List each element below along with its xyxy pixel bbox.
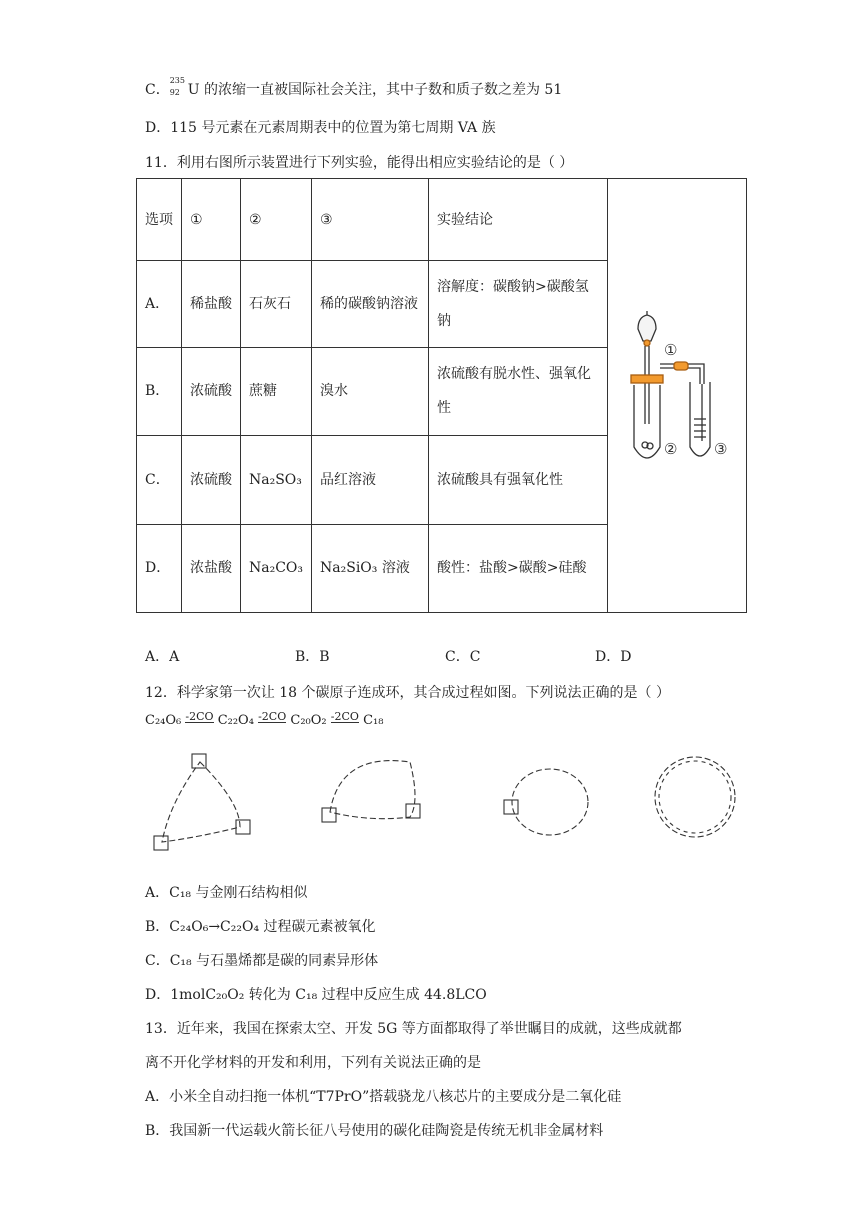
header-cell: ①: [182, 179, 241, 261]
q12-option-b: B．C₂₄O₆→C₂₂O₄ 过程碳元素被氧化: [145, 919, 376, 935]
table-cell: Na₂SO₃: [241, 436, 312, 524]
q11-stem: 11．利用右图所示装置进行下列实验，能得出相应实验结论的是（ ）: [145, 155, 574, 171]
answer-option-a: A．A: [145, 649, 180, 665]
apparatus-label-3: ③: [714, 440, 728, 458]
header-cell: 选项: [137, 179, 182, 261]
answer-option-d: D．D: [595, 649, 632, 665]
table-cell: 浓盐酸: [182, 524, 241, 612]
answer-option-b: B．B: [295, 649, 330, 665]
table-cell: 品红溶液: [312, 436, 429, 524]
q13-stem-line2: 离不开化学材料的开发和利用，下列有关说法正确的是: [145, 1055, 481, 1071]
arrow-label: -2CO: [330, 710, 359, 723]
header-cell: 实验结论: [429, 179, 608, 261]
answer-option-c: C．C: [445, 649, 481, 665]
table-cell: 溶解度：碳酸钠>碳酸氢钠: [429, 261, 608, 347]
table-cell: A．: [137, 261, 182, 347]
q13-stem-line1: 13．近年来，我国在探索太空、开发 5G 等方面都取得了举世瞩目的成就，这些成就都: [145, 1021, 682, 1037]
table-cell: C．: [137, 436, 182, 524]
table-cell: 稀盐酸: [182, 261, 241, 347]
arrow-label: -2CO: [185, 710, 214, 723]
table-cell: B．: [137, 347, 182, 435]
q12-option-c: C．C₁₈ 与石墨烯都是碳的同素异形体: [145, 953, 379, 969]
arrow-label: -2CO: [258, 710, 287, 723]
q11-table: [136, 178, 747, 613]
table-cell: Na₂SiO₃ 溶液: [312, 524, 429, 612]
apparatus-cell: [608, 179, 747, 613]
species: C₂₄O₆: [145, 713, 182, 728]
carbon-ring-diagrams: [140, 742, 760, 862]
table-cell: 石灰石: [241, 261, 312, 347]
q12-option-d: D．1molC₂₀O₂ 转化为 C₁₈ 过程中反应生成 44.8LCO: [145, 987, 487, 1003]
apparatus-diagram: [616, 179, 738, 599]
uranium-nuclide: 235 92: [169, 76, 185, 97]
species: C₂₂O₄: [217, 713, 254, 728]
header-cell: ③: [312, 179, 429, 261]
q10-option-c: C． 235 92 U 的浓缩一直被国际社会关注，其中子数和质子数之差为 51: [145, 76, 563, 98]
q12-option-a: A．C₁₈ 与金刚石结构相似: [145, 885, 308, 901]
table-cell: 浓硫酸有脱水性、强氧化性: [429, 347, 608, 435]
q13-option-a: A．小米全自动扫拖一体机“T7PrO”搭载骁龙八核芯片的主要成分是二氧化硅: [145, 1089, 622, 1105]
header-cell: ②: [241, 179, 312, 261]
apparatus-label-2: ②: [664, 440, 678, 458]
q10-option-d: D．115 号元素在元素周期表中的位置为第七周期 VA 族: [145, 120, 496, 136]
table-cell: 稀的碳酸钠溶液: [312, 261, 429, 347]
table-cell: 浓硫酸具有强氧化性: [429, 436, 608, 524]
apparatus-label-1: ①: [664, 341, 678, 359]
reaction-scheme: [145, 710, 384, 728]
table-cell: Na₂CO₃: [241, 524, 312, 612]
table-cell: 浓硫酸: [182, 347, 241, 435]
species: C₁₈: [363, 713, 384, 728]
table-cell: 浓硫酸: [182, 436, 241, 524]
table-cell: D．: [137, 524, 182, 612]
table-header-row: [137, 179, 747, 261]
q12-stem: 12．科学家第一次让 18 个碳原子连成环，其合成过程如图。下列说法正确的是（ ）: [145, 685, 670, 701]
table-cell: 酸性：盐酸>碳酸>硅酸: [429, 524, 608, 612]
table-cell: 溴水: [312, 347, 429, 435]
species: C₂₀O₂: [290, 713, 327, 728]
q13-option-b: B．我国新一代运载火箭长征八号使用的碳化硅陶瓷是传统无机非金属材料: [145, 1123, 604, 1139]
table-cell: 蔗糖: [241, 347, 312, 435]
